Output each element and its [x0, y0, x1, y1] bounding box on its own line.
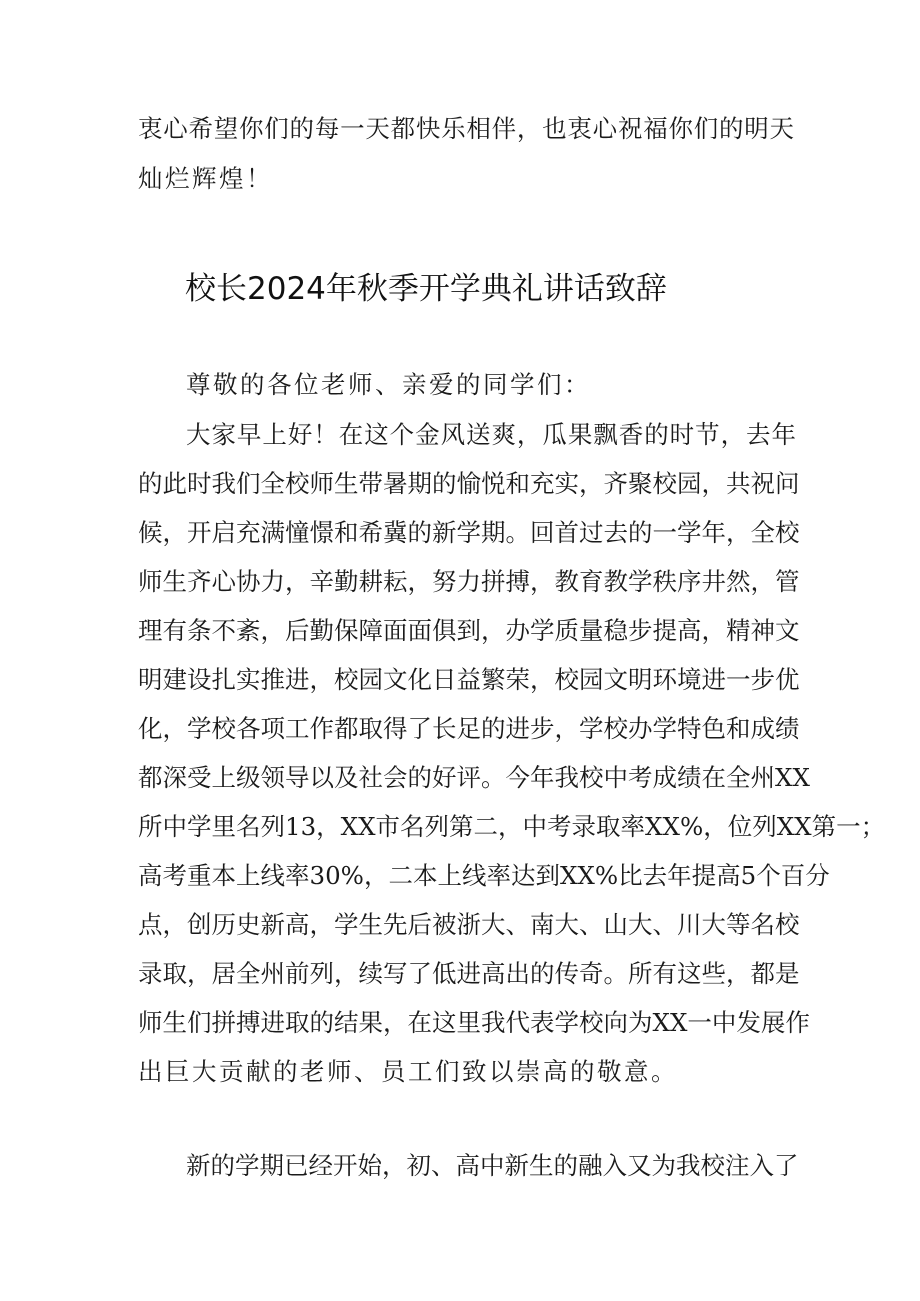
paragraph1-line-7: 化，学校各项工作都取得了长足的进步，学校办学特色和成绩	[138, 714, 800, 743]
salutation: 尊敬的各位老师、亲爱的同学们：	[186, 370, 591, 399]
paragraph1-line-12: 录取，居全州前列，续写了低进高出的传奇。所有这些，都是	[138, 959, 800, 988]
paragraph1-line-2: 的此时我们全校师生带暑期的愉悦和充实，齐聚校园，共祝问	[138, 469, 800, 498]
paragraph1-line-1: 大家早上好！在这个金风送爽，瓜果飘香的时节，去年	[186, 420, 796, 449]
paragraph1-line-8: 都深受上级领导以及社会的好评。今年我校中考成绩在全州XX	[138, 763, 810, 792]
paragraph2-line-1: 新的学期已经开始，初、高中新生的融入又为我校注入了	[186, 1151, 799, 1180]
paragraph1-line-10: 高考重本上线率30%，二本上线率达到XX%比去年提高5个百分	[138, 861, 830, 890]
paragraph1-line-6: 明建设扎实推进，校园文化日益繁荣，校园文明环境进一步优	[138, 665, 800, 694]
paragraph1-line-9: 所中学里名列13，XX市名列第二，中考录取率XX%，位列XX第一；	[138, 812, 886, 841]
intro-line-1: 衷心希望你们的每一天都快乐相伴，也衷心祝福你们的明天	[138, 114, 794, 143]
paragraph1-line-4: 师生齐心协力，辛勤耕耘，努力拼搏，教育教学秩序井然，管	[138, 567, 800, 596]
paragraph1-line-13: 师生们拼搏进取的结果，在这里我代表学校向为XX一中发展作	[138, 1008, 810, 1037]
document-title: 校长2024年秋季开学典礼讲话致辞	[185, 271, 667, 307]
paragraph1-line-5: 理有条不紊，后勤保障面面俱到，办学质量稳步提高，精神文	[138, 616, 800, 645]
paragraph1-line-3: 候，开启充满憧憬和希冀的新学期。回首过去的一学年，全校	[138, 518, 800, 547]
paragraph1-line-14: 出巨大贡献的老师、员工们致以崇高的敬意。	[138, 1057, 678, 1086]
intro-line-2: 灿烂辉煌！	[138, 164, 273, 193]
paragraph1-line-11: 点，创历史新高，学生先后被浙大、南大、山大、川大等名校	[138, 910, 800, 939]
